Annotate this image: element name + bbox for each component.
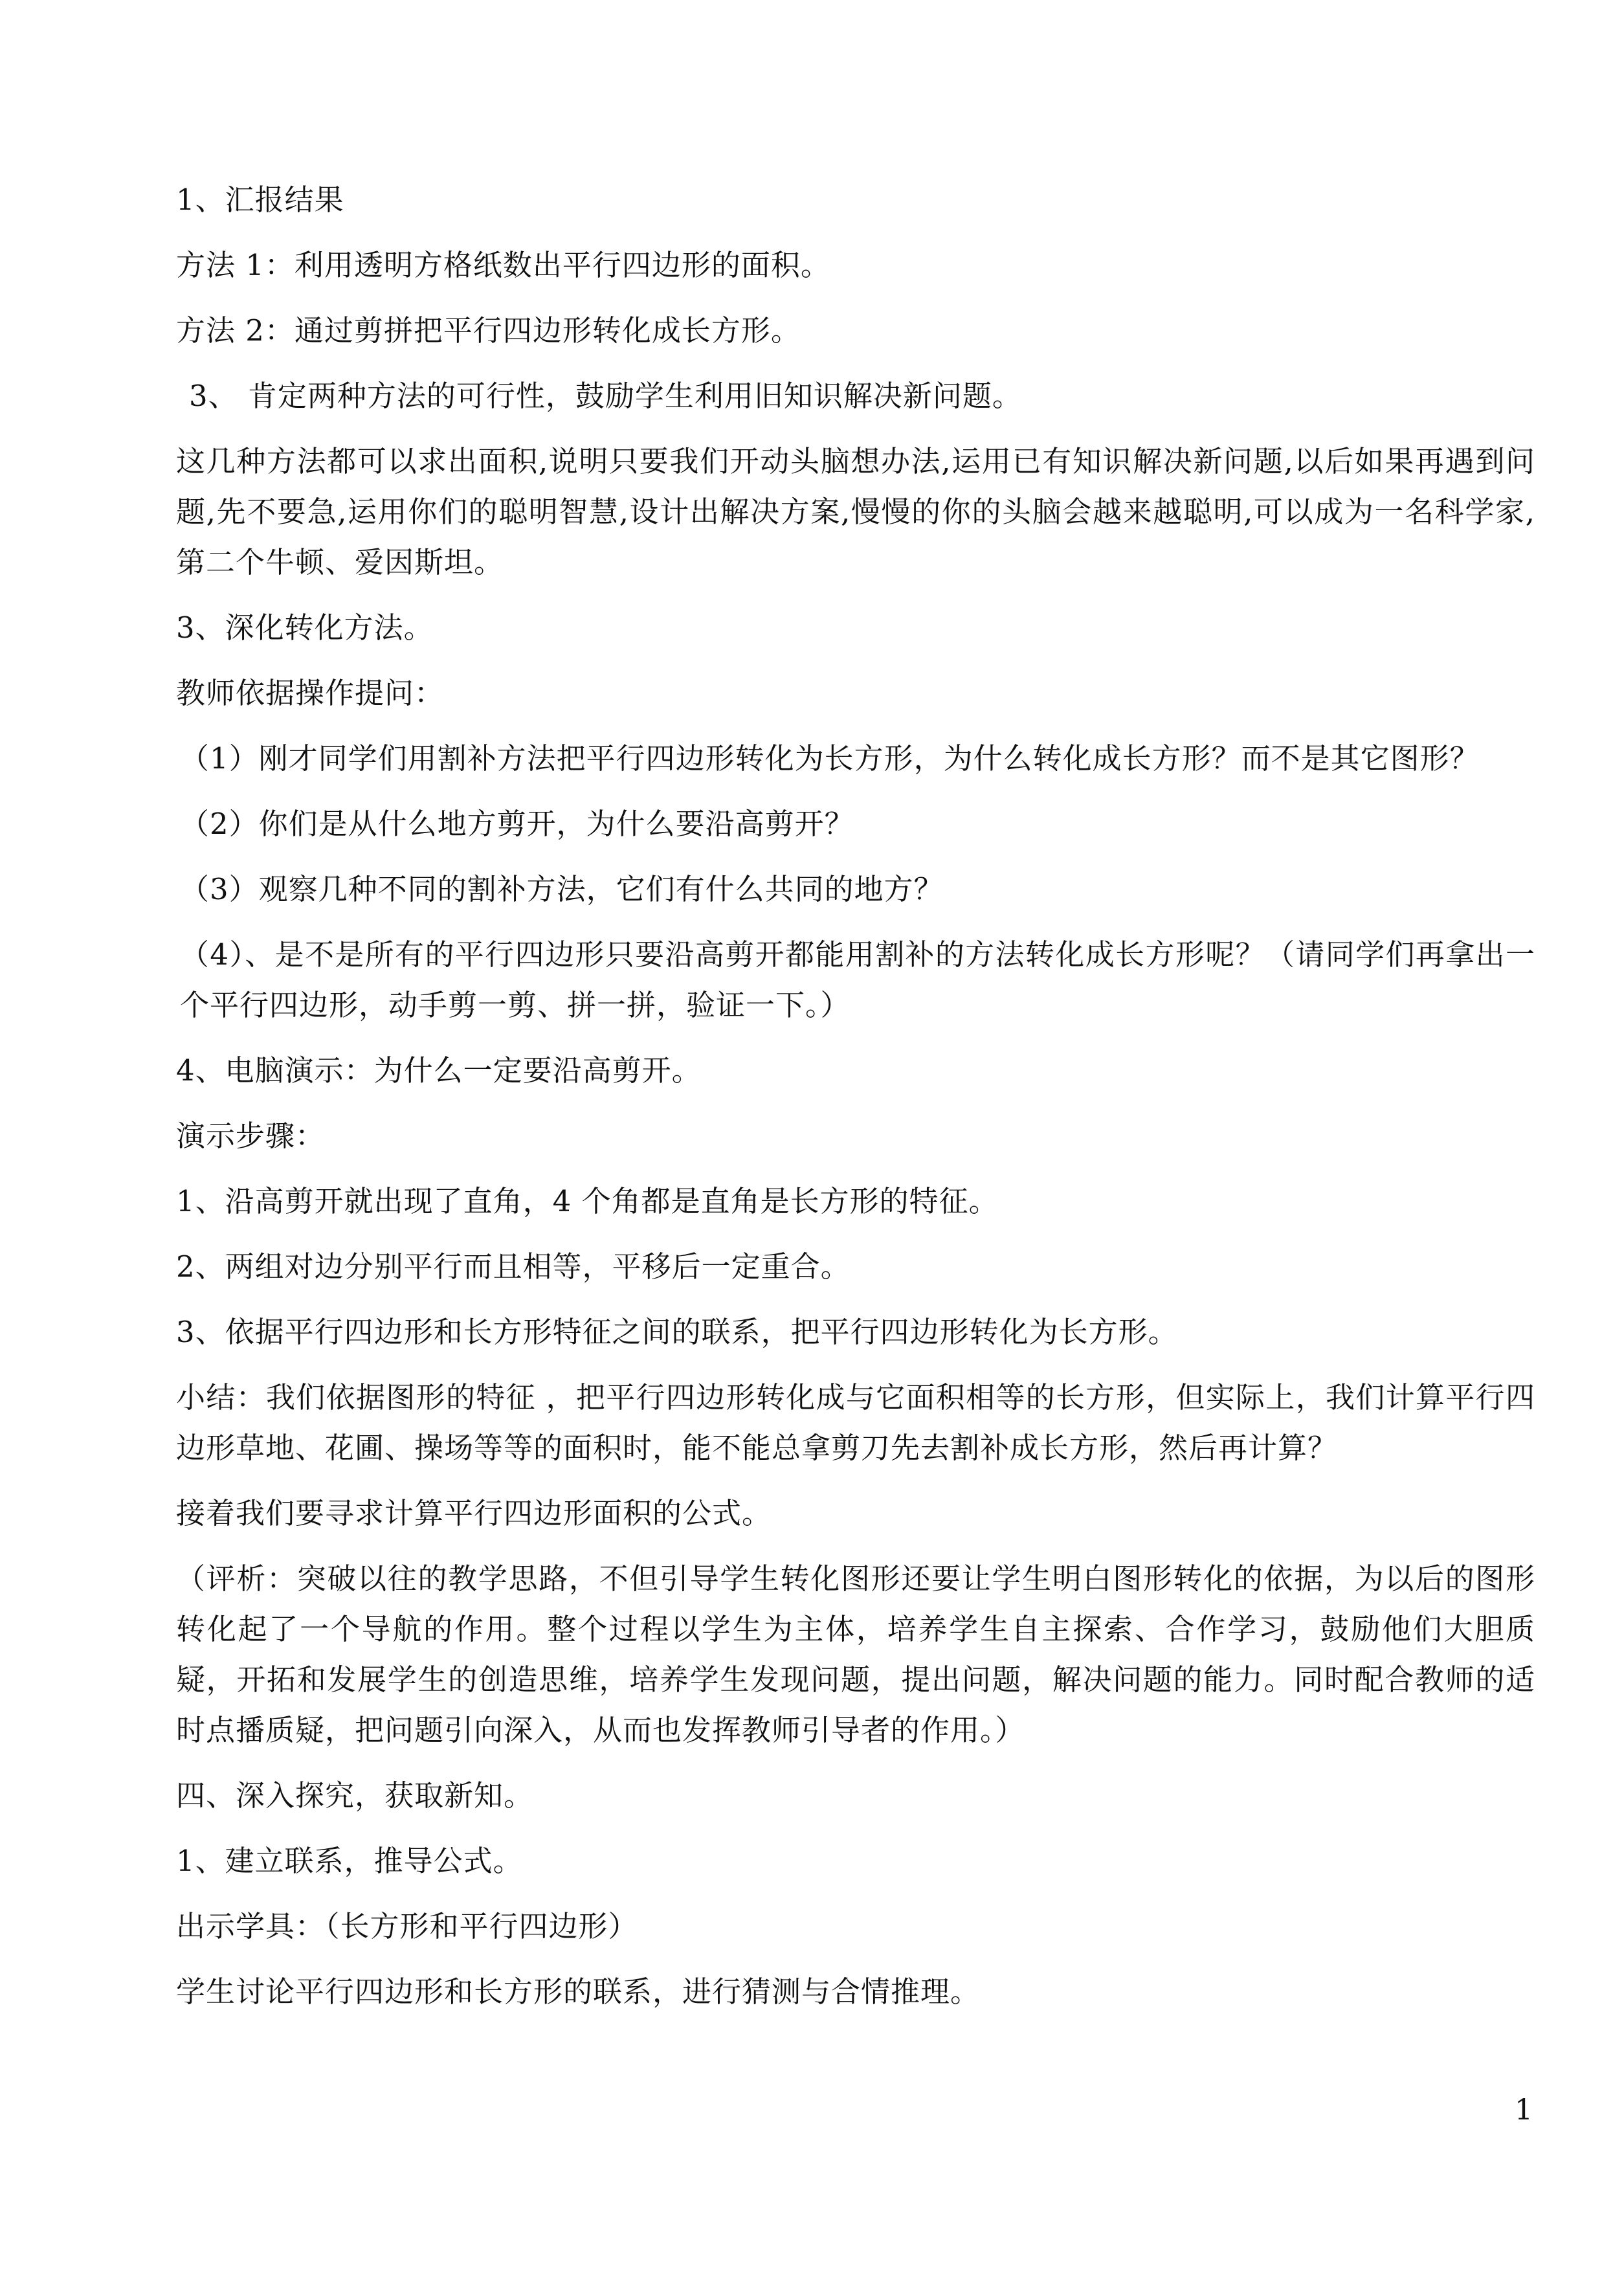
paragraph-demo-steps: 演示步骤：	[176, 1119, 326, 1153]
paragraph-question-3: （3）观察几种不同的割补方法，它们有什么共同的地方？	[180, 872, 944, 906]
paragraph-affirm-methods: 3、 肯定两种方法的可行性，鼓励学生利用旧知识解决新问题。	[189, 379, 1022, 413]
document-body	[176, 175, 1535, 2017]
paragraph-question-1: （1）刚才同学们用割补方法把平行四边形转化为长方形，为什么转化成长方形？而不是其它图形？	[180, 741, 1480, 776]
paragraph-teacher-questions: 教师依据操作提问：	[176, 676, 445, 710]
paragraph-encouragement: 这几种方法都可以求出面积,说明只要我们开动头脑想办法,运用已有知识解决新问题,以后如果再遇到问题,先不要急,运用你们的聪明智慧,设计出解决方案,慢慢的你的头脑会越来越聪明,可以成为一名科学家,第二个牛顿、爱因斯坦。	[176, 444, 1535, 579]
paragraph-computer-demo: 4、电脑演示：为什么一定要沿高剪开。	[176, 1053, 702, 1088]
paragraph-step-1: 1、沿高剪开就出现了直角，4 个角都是直角是长方形的特征。	[176, 1184, 999, 1218]
paragraph-summary: 小结：我们依据图形的特征 ，把平行四边形转化成与它面积相等的长方形，但实际上，我们计算平行四边形草地、花圃、操场等等的面积时，能不能总拿剪刀先去割补成长方形，然后再计算？	[176, 1380, 1535, 1465]
paragraph-step-2: 2、两组对边分别平行而且相等，平移后一定重合。	[176, 1249, 851, 1284]
paragraph-show-tools: 出示学具：（长方形和平行四边形）	[176, 1909, 638, 1943]
paragraph-step-3: 3、依据平行四边形和长方形特征之间的联系，把平行四边形转化为长方形。	[176, 1315, 1178, 1349]
paragraph-student-discussion: 学生讨论平行四边形和长方形的联系，进行猜测与合情推理。	[176, 1974, 981, 2009]
page-number: 1	[1515, 2094, 1533, 2127]
paragraph-seek-formula: 接着我们要寻求计算平行四边形面积的公式。	[176, 1496, 772, 1530]
paragraph-method-1: 方法 1：利用透明方格纸数出平行四边形的面积。	[176, 248, 830, 282]
section-heading-explore: 四、深入探究，获取新知。	[176, 1778, 534, 1813]
paragraph-method-2: 方法 2：通过剪拼把平行四边形转化成长方形。	[176, 313, 801, 348]
paragraph-deepen-transformation: 3、深化转化方法。	[176, 610, 434, 645]
paragraph-question-2: （2）你们是从什么地方剪开，为什么要沿高剪开？	[180, 807, 854, 841]
paragraph-question-4: （4）、是不是所有的平行四边形只要沿高剪开都能用割补的方法转化成长方形呢？（请同学们再拿出一个平行四边形，动手剪一剪、拼一拼，验证一下。）	[180, 937, 1535, 1022]
paragraph-commentary: （评析：突破以往的教学思路，不但引导学生转化图形还要让学生明白图形转化的依据，为以后的图形转化起了一个导航的作用。整个过程以学生为主体，培养学生自主探索、合作学习，鼓励他们大胆质疑，开拓和发展学生的创造思维，培养学生发现问题，提出问题，解决问题的能力。同时配合教师的适时点播质疑，把问题引向深入，从而也发挥教师引导者的作用。）	[176, 1561, 1535, 1747]
paragraph-derive-formula: 1、建立联系，推导公式。	[176, 1844, 523, 1878]
paragraph-report-results: 1、汇报结果	[176, 183, 344, 217]
